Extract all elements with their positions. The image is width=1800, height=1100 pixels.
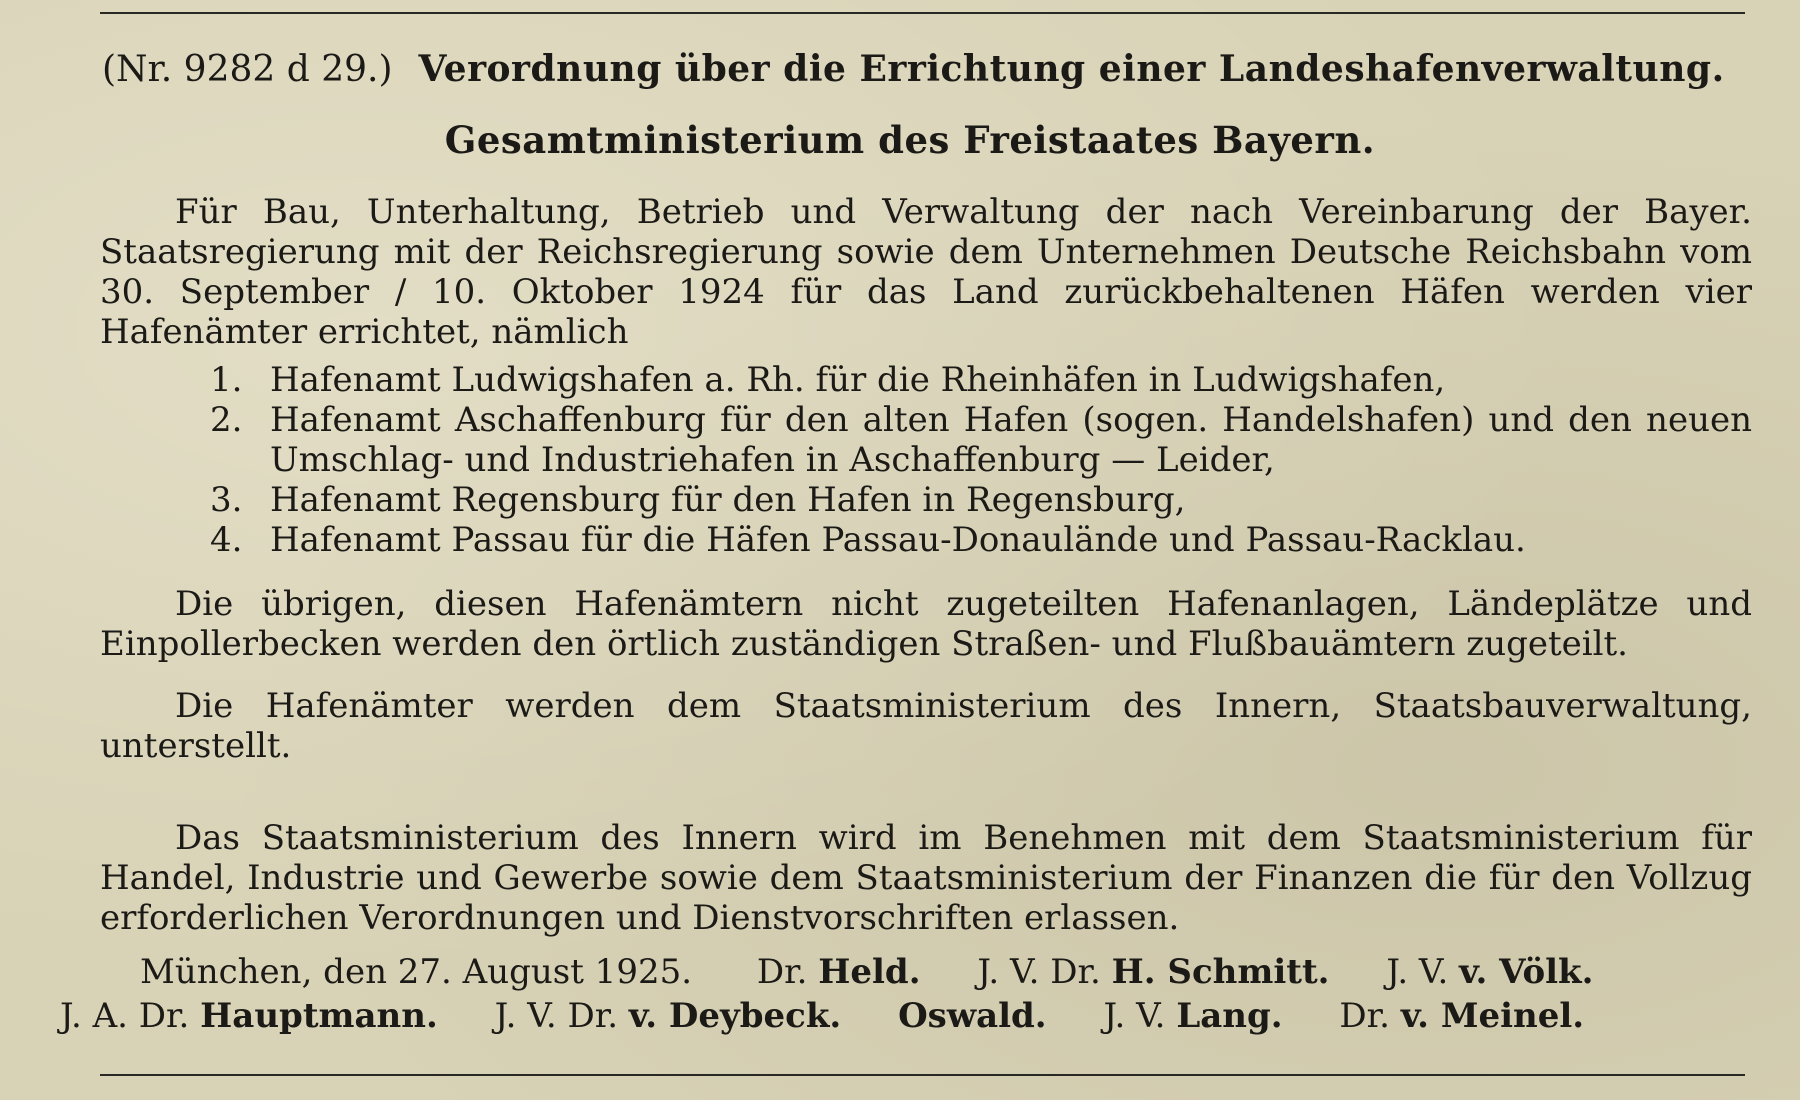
list-item xyxy=(210,360,1752,400)
heading-line xyxy=(102,48,1742,90)
signatory-name: v. Meinel. xyxy=(1400,996,1585,1036)
signatory-name: Held. xyxy=(818,952,921,992)
signatory-prefix: Dr. xyxy=(1339,996,1390,1036)
list-item-number: 2. xyxy=(210,400,243,440)
bottom-rule xyxy=(100,1074,1745,1076)
signatory xyxy=(495,996,842,1036)
list-item-text: Hafenamt Passau für die Häfen Passau-Donaulände und Passau-Racklau. xyxy=(270,520,1526,560)
paragraph-intro: Für Bau, Unterhaltung, Betrieb und Verwaltung der nach Vereinbarung der Bayer. Staatsregierung mit der Reichsregierung sowie dem Unternehmen Deutsche Reichsbahn vom 30. September / 10. Oktober 1924 für das Land zurückbehaltenen Häfen werden vier Hafenämter errichtet, nämlich xyxy=(100,192,1752,352)
signatory-name: Lang. xyxy=(1176,996,1283,1036)
signatory-name: H. Schmitt. xyxy=(1111,952,1330,992)
place-and-date: München, den 27. August 1925. xyxy=(140,952,693,992)
reference-number: (Nr. 9282 d 29.) xyxy=(102,49,393,90)
signatory xyxy=(1339,996,1584,1036)
signature-line-2 xyxy=(60,996,1752,1036)
signatory-name: Hauptmann. xyxy=(200,996,438,1036)
signature-line-1 xyxy=(60,952,1752,992)
list-item-number: 1. xyxy=(210,360,243,400)
signatory-prefix: J. V. Dr. xyxy=(977,952,1101,992)
list-item-text: Hafenamt Regensburg für den Hafen in Regensburg, xyxy=(270,480,1186,520)
signatory-prefix: J. V. Dr. xyxy=(494,996,619,1036)
list-item xyxy=(210,400,1752,480)
top-rule xyxy=(100,12,1745,14)
signatory-prefix: J. V. xyxy=(1386,952,1449,992)
paragraph-enforcement: Das Staatsministerium des Innern wird im Benehmen mit dem Staatsministerium für Handel, Industrie und Gewerbe sowie dem Staatsministerium der Finanzen die für den Vollzug erforderlichen Verordnungen und Dienstvorschriften erlassen. xyxy=(100,818,1752,938)
signatory xyxy=(1386,952,1593,992)
list-item xyxy=(210,480,1752,520)
signatory xyxy=(977,952,1329,992)
signatory-prefix: J. A. Dr. xyxy=(60,996,190,1036)
document-title: Verordnung über die Errichtung einer Landeshafenverwaltung. xyxy=(418,48,1725,90)
list-item-text: Hafenamt Aschaffenburg für den alten Hafen (sogen. Handelshafen) und den neuen Umschlag- und Industriehafen in Aschaffenburg — Leider, xyxy=(270,400,1752,480)
signatory-prefix: Dr. xyxy=(756,952,808,992)
signatory xyxy=(1103,996,1282,1036)
signatory-name: v. Deybeck. xyxy=(628,996,842,1036)
issuing-authority: Gesamtministerium des Freistaates Bayern. xyxy=(444,118,1376,162)
paragraph-subordination: Die Hafenämter werden dem Staatsministerium des Innern, Staatsbauverwaltung, unterstellt. xyxy=(100,686,1752,766)
list-item-number: 4. xyxy=(210,520,243,560)
signatory-name: v. Völk. xyxy=(1459,952,1594,992)
list-item-text: Hafenamt Ludwigshafen a. Rh. für die Rheinhäfen in Ludwigshafen, xyxy=(270,360,1446,400)
harbor-office-list xyxy=(210,360,1752,560)
signatory-prefix: J. V. xyxy=(1103,996,1166,1036)
signatory xyxy=(898,996,1047,1036)
signatory xyxy=(757,952,921,992)
list-item-number: 3. xyxy=(210,480,243,520)
signatory-name: Oswald. xyxy=(898,996,1047,1036)
signatory xyxy=(60,996,438,1036)
paragraph-other-facilities: Die übrigen, diesen Hafenämtern nicht zugeteilten Hafenanlagen, Ländeplätze und Einpollerbecken werden den örtlich zuständigen Straßen- und Flußbauämtern zugeteilt. xyxy=(100,584,1752,664)
list-item xyxy=(210,520,1752,560)
